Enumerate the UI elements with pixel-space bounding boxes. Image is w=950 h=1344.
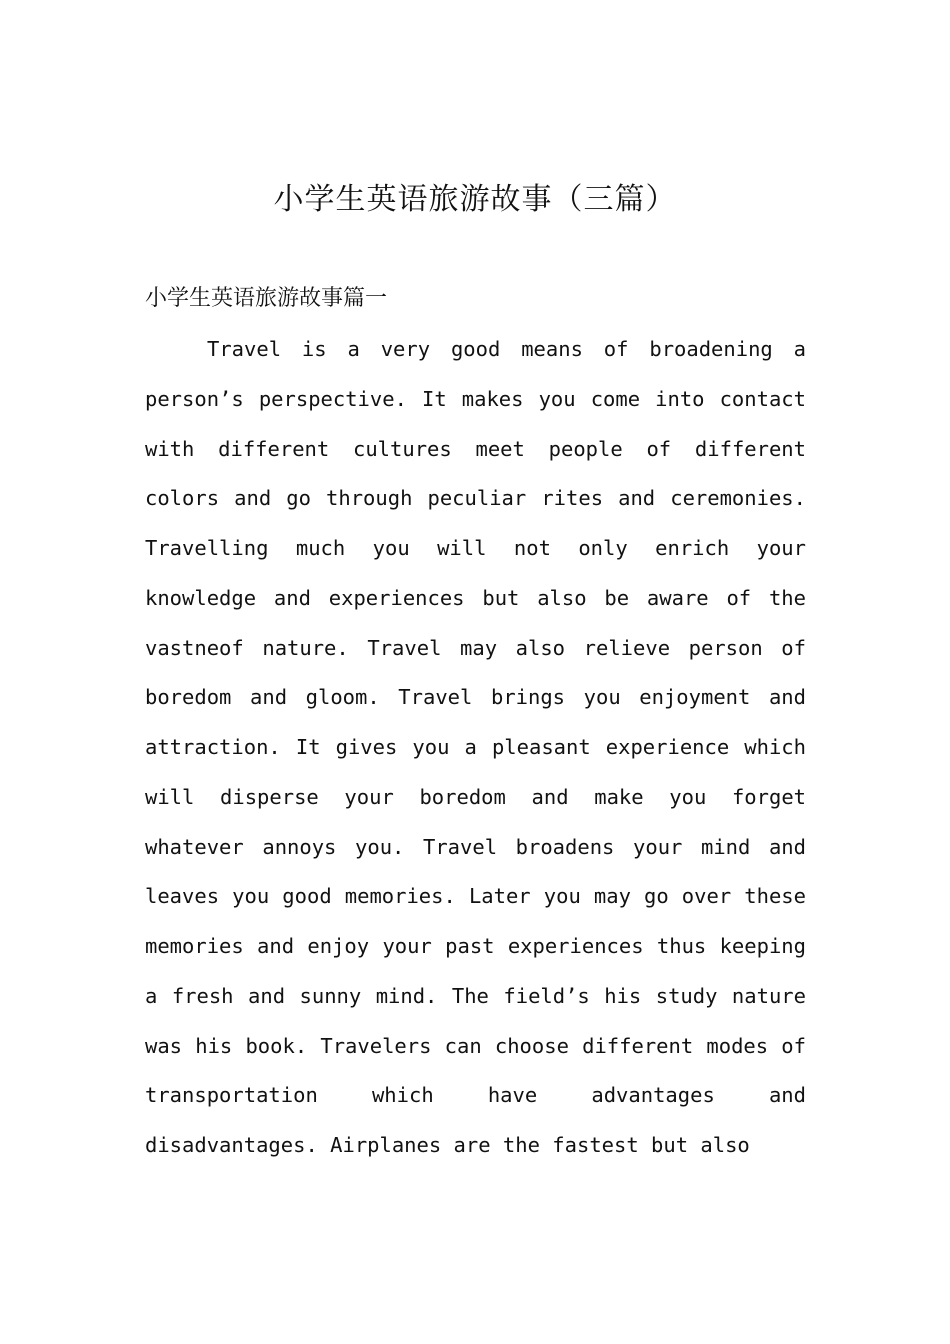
- section-heading: 小学生英语旅游故事篇一: [145, 286, 388, 311]
- document-title: 小学生英语旅游故事（三篇）: [273, 182, 677, 217]
- body-paragraph: Travel is a very good means of broadening a person’s perspective. It makes you come into contact with different cultures meet people of different colors and go through peculiar rites and ceremonies. Travelling much you will not only enrich your knowledge and experiences but also be aware of the vastneof nature. Travel may also relieve person of boredom and gloom. Travel brings you enjoyment and attraction. It gives you a pleasant experience which will disperse your boredom and make you forget whatever annoys you. Travel broadens your mind and leaves you good memories. Later you may go over these memories and enjoy your past experiences thus keeping a fresh and sunny mind. The field’s his study nature was his book. Travelers can choose different modes of transportation which have advantages and disadvantages. Airplanes are the fastest but also: [145, 337, 806, 1157]
